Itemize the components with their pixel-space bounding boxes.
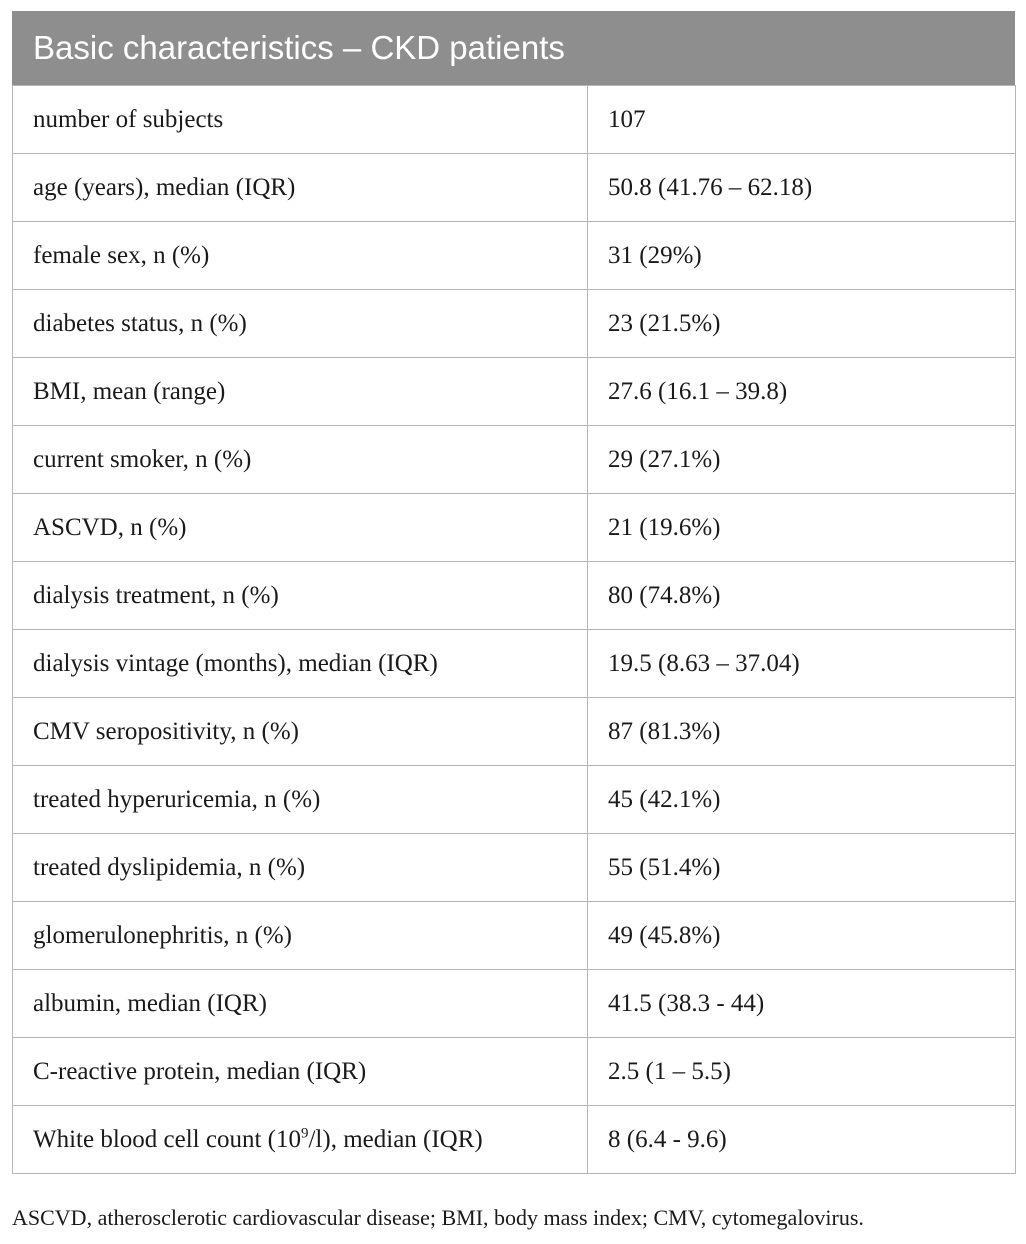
- row-value: 8 (6.4 - 9.6): [588, 1106, 1016, 1174]
- table-title: Basic characteristics – CKD patients: [12, 11, 1015, 85]
- row-value: 19.5 (8.63 – 37.04): [588, 630, 1016, 698]
- table-row: [13, 766, 1016, 834]
- row-label: C-reactive protein, median (IQR): [13, 1038, 588, 1106]
- row-label-post: /l), median (IQR): [308, 1125, 483, 1153]
- row-label-pre: White blood cell count (10: [33, 1125, 301, 1153]
- table-row: [13, 290, 1016, 358]
- row-value: 29 (27.1%): [588, 426, 1016, 494]
- table-row: [13, 1106, 1016, 1174]
- row-label: treated dyslipidemia, n (%): [13, 834, 588, 902]
- row-label: glomerulonephritis, n (%): [13, 902, 588, 970]
- row-label-superscript: 9: [300, 1125, 309, 1142]
- row-value: 23 (21.5%): [588, 290, 1016, 358]
- table-row: [13, 222, 1016, 290]
- row-label: CMV seropositivity, n (%): [13, 698, 588, 766]
- row-label: BMI, mean (range): [13, 358, 588, 426]
- table-row: [13, 562, 1016, 630]
- characteristics-table: [12, 11, 1015, 1174]
- row-label: dialysis treatment, n (%): [13, 562, 588, 630]
- row-label: ASCVD, n (%): [13, 494, 588, 562]
- row-label: number of subjects: [13, 86, 588, 154]
- row-value: 49 (45.8%): [588, 902, 1016, 970]
- table-row: [13, 834, 1016, 902]
- table-row: [13, 698, 1016, 766]
- table-row: [13, 630, 1016, 698]
- row-value: 87 (81.3%): [588, 698, 1016, 766]
- table-body: [12, 85, 1016, 1174]
- row-label: treated hyperuricemia, n (%): [13, 766, 588, 834]
- table-row: [13, 358, 1016, 426]
- row-value: 107: [588, 86, 1016, 154]
- row-label: dialysis vintage (months), median (IQR): [13, 630, 588, 698]
- row-label: [13, 1106, 588, 1174]
- row-value: 80 (74.8%): [588, 562, 1016, 630]
- table-row: [13, 426, 1016, 494]
- row-label: diabetes status, n (%): [13, 290, 588, 358]
- row-label: age (years), median (IQR): [13, 154, 588, 222]
- row-label: albumin, median (IQR): [13, 970, 588, 1038]
- row-value: 45 (42.1%): [588, 766, 1016, 834]
- row-label: current smoker, n (%): [13, 426, 588, 494]
- table-row: [13, 970, 1016, 1038]
- row-value: 55 (51.4%): [588, 834, 1016, 902]
- table-row: [13, 494, 1016, 562]
- row-value: 2.5 (1 – 5.5): [588, 1038, 1016, 1106]
- row-value: 31 (29%): [588, 222, 1016, 290]
- row-value: 50.8 (41.76 – 62.18): [588, 154, 1016, 222]
- table-row: [13, 1038, 1016, 1106]
- table-row: [13, 86, 1016, 154]
- row-value: 27.6 (16.1 – 39.8): [588, 358, 1016, 426]
- table-row: [13, 902, 1016, 970]
- row-value: 21 (19.6%): [588, 494, 1016, 562]
- row-value: 41.5 (38.3 - 44): [588, 970, 1016, 1038]
- table-row: [13, 154, 1016, 222]
- row-label: female sex, n (%): [13, 222, 588, 290]
- table-footnote: ASCVD, atherosclerotic cardiovascular disease; BMI, body mass index; CMV, cytomegalovirus.: [12, 1205, 864, 1230]
